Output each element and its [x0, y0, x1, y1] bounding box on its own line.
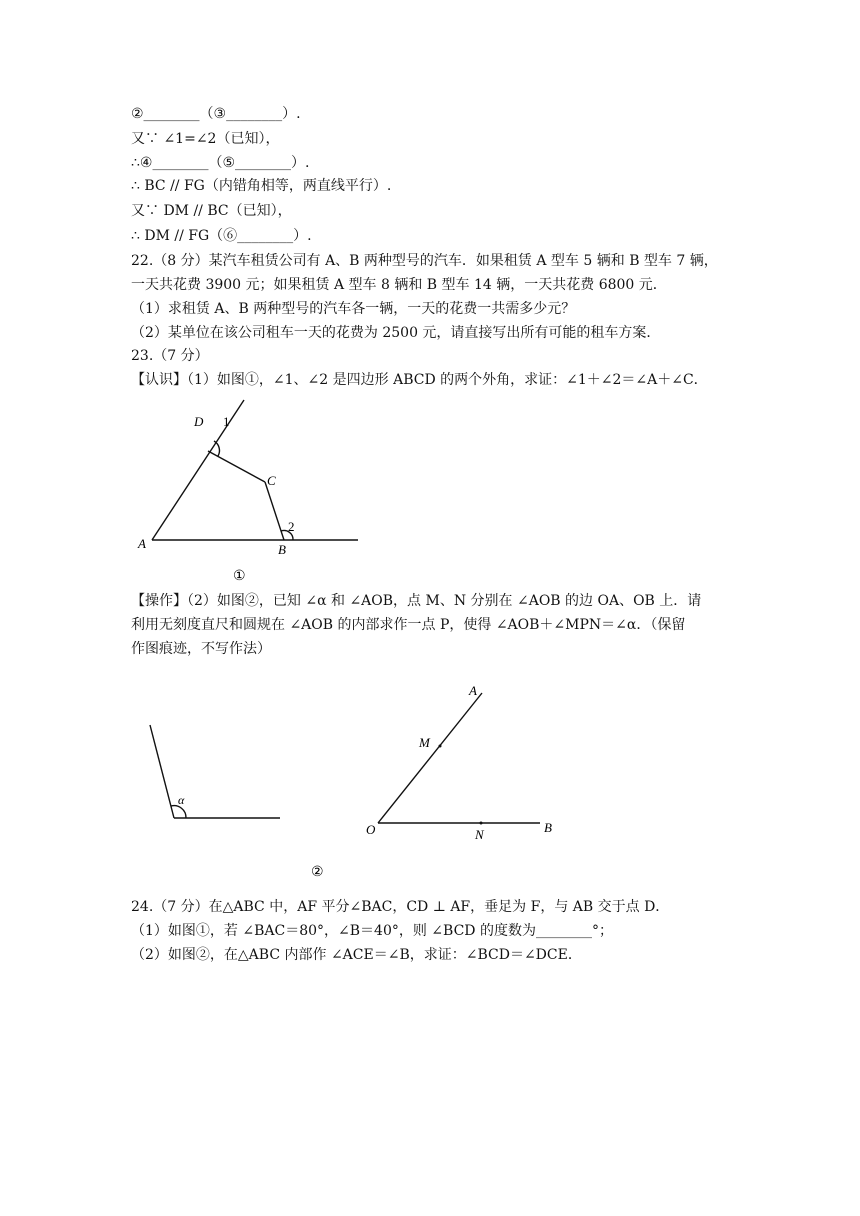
alpha-ray-1 [150, 725, 174, 818]
q24-part2: （2）如图②，在△ABC 内部作 ∠ACE＝∠B，求证：∠BCD＝∠DCE． [131, 947, 582, 963]
proof-line-1: ②________（③________）. [131, 106, 301, 122]
label-2: 2 [288, 519, 295, 534]
q22-line1: 22.（8 分）某汽车租赁公司有 A、B 两种型号的汽车．如果租赁 A 型车 5 辆和 B 型车 7 辆， [131, 253, 718, 269]
q23-operation-1: 【操作】（2）如图②，已知 ∠α 和 ∠AOB，点 M、N 分别在 ∠AOB 的边 OA、OB 上．请 [131, 593, 702, 609]
proof-line-6: ∴ DM // FG（⑥________）. [131, 228, 312, 244]
figure-1-caption: ① [233, 569, 246, 584]
label-a2: A [469, 683, 477, 698]
label-a: A [138, 536, 146, 551]
q24-line1: 24.（7 分）在△ABC 中，AF 平分∠BAC，CD ⊥ AF，垂足为 F，与 AB 交于点 D． [131, 899, 670, 915]
label-c: C [267, 473, 276, 488]
q22-line2: 一天共花费 3900 元；如果租赁 A 型车 8 辆和 B 型车 14 辆，一天共花费 6800 元． [131, 277, 667, 293]
q23-recognition: 【认识】（1）如图①，∠1、∠2 是四边形 ABCD 的两个外角，求证：∠1＋∠2＝∠A＋∠C． [131, 372, 708, 388]
label-1: 1 [223, 414, 230, 429]
q23-header: 23.（7 分） [131, 348, 209, 364]
label-alpha: α [178, 793, 185, 807]
label-n: N [475, 827, 484, 842]
q23-operation-3: 作图痕迹，不写作法） [131, 641, 271, 657]
label-b: B [278, 542, 286, 557]
figure-1-quadrilateral [120, 395, 380, 590]
q23-operation-2: 利用无刻度直尺和圆规在 ∠AOB 的内部求作一点 P，使得 ∠AOB＋∠MPN＝∠α．（保留 [131, 617, 686, 633]
proof-line-2: 又∵ ∠1=∠2（已知）， [131, 131, 280, 147]
proof-line-4: ∴ BC // FG（内错角相等，两直线平行）. [131, 178, 392, 194]
figure-2-caption: ② [311, 865, 324, 880]
figure-2-angles [140, 680, 580, 880]
label-b2: B [544, 820, 552, 835]
label-m: M [419, 735, 430, 750]
q24-part1: （1）如图①，若 ∠BAC＝80°，∠B＝40°，则 ∠BCD 的度数为________°； [131, 923, 613, 939]
side-dc [208, 451, 265, 482]
point-n [480, 822, 483, 825]
label-d: D [194, 414, 204, 429]
label-o: O [366, 822, 376, 837]
ray-oa [378, 693, 482, 823]
q22-part2: （2）某单位在该公司租车一天的花费为 2500 元，请直接写出所有可能的租车方案． [131, 325, 661, 341]
point-m [439, 745, 442, 748]
q22-part1: （1）求租赁 A、B 两种型号的汽车各一辆，一天的花费一共需多少元？ [131, 301, 576, 317]
proof-line-5: 又∵ DM // BC（已知）， [131, 203, 292, 219]
proof-line-3: ∴④________（⑤________）. [131, 155, 310, 171]
